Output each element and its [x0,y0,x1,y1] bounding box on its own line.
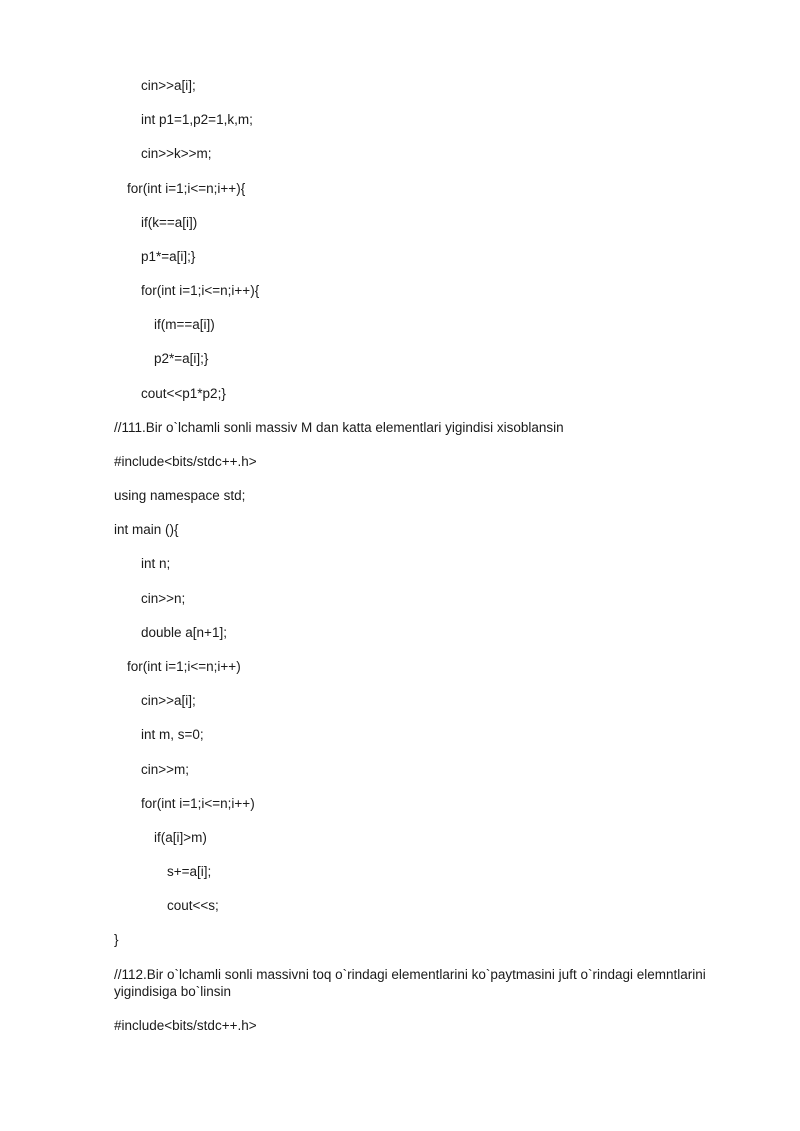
code-line: #include<bits/stdc++.h> [114,454,257,469]
code-line: cin>>k>>m; [141,146,212,161]
code-line: using namespace std; [114,488,246,503]
code-line: cin>>n; [141,591,186,606]
code-line: for(int i=1;i<=n;i++) [141,796,255,811]
code-line: for(int i=1;i<=n;i++) [127,659,241,674]
code-line: cin>>a[i]; [141,78,196,93]
comment-line: //111.Bir o`lchamli sonli massiv M dan katta elementlari yigindisi xisoblansin [114,420,564,435]
code-line: cin>>m; [141,762,190,777]
code-line: if(m==a[i]) [154,317,215,332]
comment-line: //112.Bir o`lchamli sonli massivni toq o`rindagi elementlarini ko`paytmasini juft o`rindagi elemntlarini yigindisiga bo`linsin [114,967,706,999]
code-line: if(a[i]>m) [154,830,207,845]
code-line: } [114,932,119,947]
code-line: cout<<s; [167,898,219,913]
code-line: int m, s=0; [141,727,204,742]
code-line: int n; [141,556,171,571]
code-line: double a[n+1]; [141,625,227,640]
code-line: if(k==a[i]) [141,215,198,230]
code-line: for(int i=1;i<=n;i++){ [127,181,246,196]
code-line: #include<bits/stdc++.h> [114,1018,257,1033]
code-line: p2*=a[i];} [154,351,209,366]
code-line: s+=a[i]; [167,864,212,879]
code-line: int p1=1,p2=1,k,m; [141,112,253,127]
code-line: p1*=a[i];} [141,249,196,264]
code-line: int main (){ [114,522,179,537]
code-line: cin>>a[i]; [141,693,196,708]
code-line: for(int i=1;i<=n;i++){ [141,283,260,298]
code-line: cout<<p1*p2;} [141,386,226,401]
